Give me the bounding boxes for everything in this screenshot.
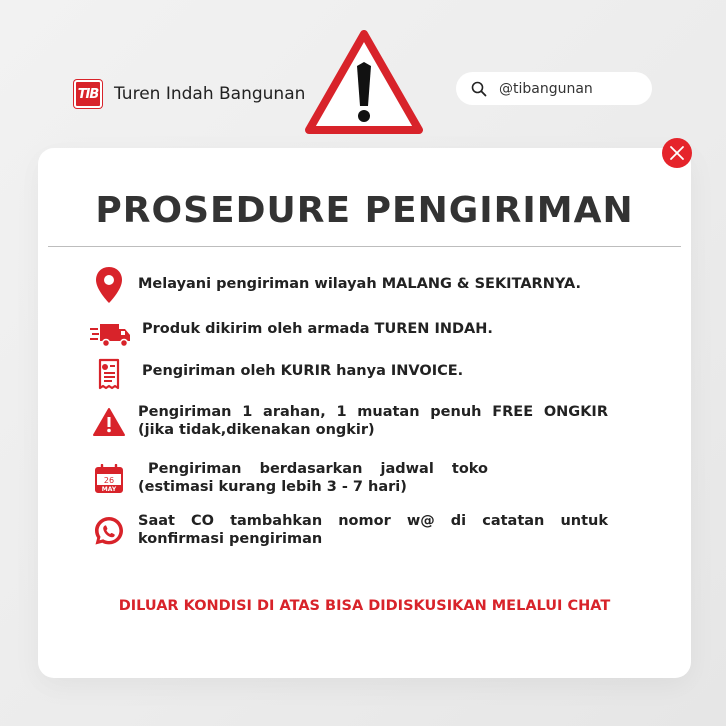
list-item-text: [138, 275, 581, 293]
invoice-icon: [90, 355, 128, 393]
brand: [74, 79, 305, 109]
warning-icon: [90, 403, 128, 441]
close-button[interactable]: [662, 138, 692, 168]
delivery-truck-icon: [90, 315, 132, 353]
list-item-line: Saat CO tambahkan nomor w@ di catatan untuk: [138, 513, 608, 529]
list-item-service-area: [90, 266, 610, 304]
search-icon: [471, 81, 487, 97]
list-item-line: Produk dikirim oleh armada TUREN INDAH.: [142, 321, 493, 337]
list-item-free-shipping: [90, 403, 610, 441]
list-item-line: (estimasi kurang lebih 3 - 7 hari): [138, 479, 407, 495]
list-item-text: [138, 460, 488, 496]
list-item-confirmation: [90, 512, 610, 550]
close-icon: [669, 145, 685, 161]
list-item-text: [142, 362, 463, 380]
location-pin-icon: [90, 266, 128, 304]
list-item-line: Melayani pengiriman wilayah MALANG & SEKITARNYA.: [138, 276, 581, 292]
list-item-line: Pengiriman 1 arahan, 1 muatan penuh FREE ONGKIR: [138, 404, 608, 420]
brand-logo-text: TIB: [77, 86, 99, 102]
page-title: PROSEDURE PENGIRIMAN: [95, 190, 634, 231]
list-item-schedule: [90, 460, 610, 498]
list-item-line: Pengiriman berdasarkan jadwal toko: [148, 461, 488, 477]
list-item-line: konfirmasi pengiriman: [138, 531, 323, 547]
search-bar[interactable]: [456, 72, 652, 105]
list-item-text: [142, 320, 493, 338]
list-item-text: [138, 512, 608, 548]
list-item-fleet: [90, 315, 610, 353]
divider: [48, 246, 681, 247]
list-item-line: (jika tidak,dikenakan ongkir): [138, 422, 375, 438]
list-item-text: [138, 403, 608, 439]
warning-triangle-icon: [305, 30, 423, 136]
brand-logo: [74, 80, 102, 108]
calendar-icon: [90, 460, 128, 498]
whatsapp-icon: [90, 512, 128, 550]
calendar-month: MAY: [101, 486, 117, 493]
list-item-courier: [90, 355, 610, 393]
brand-name: Turen Indah Bangunan: [114, 84, 306, 104]
footer-note: DILUAR KONDISI DI ATAS BISA DIDISKUSIKAN MELALUI CHAT: [118, 598, 611, 614]
search-handle: @tibangunan: [499, 80, 593, 97]
calendar-day: 26: [103, 476, 115, 485]
list-item-line: Pengiriman oleh KURIR hanya INVOICE.: [142, 363, 464, 379]
